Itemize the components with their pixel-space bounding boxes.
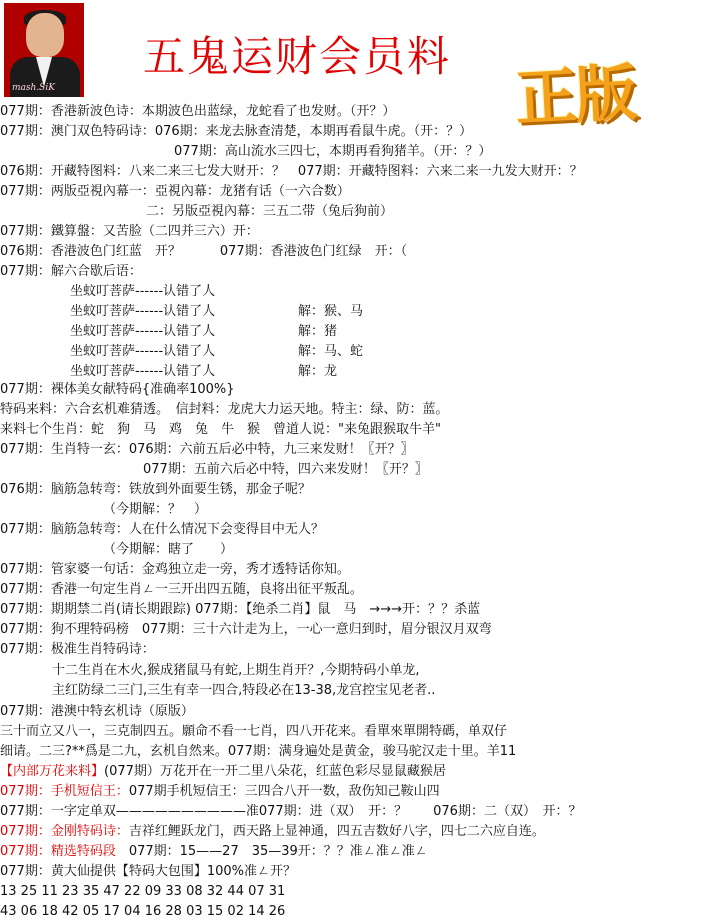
line-text: 解：猪	[298, 324, 338, 339]
text-line	[174, 142, 491, 162]
text-line	[143, 460, 428, 480]
number-row	[0, 902, 285, 922]
line-text: 077期：香港新波色诗：本期波色出蓝绿，龙蛇看了也发财。（开？）	[0, 104, 396, 119]
line-text: 坐蚊叮菩萨------认错了人	[70, 324, 216, 339]
text-line	[103, 500, 207, 520]
line-text: 076期：开藏特图料：八来二来三七发大财开：？ 077期：开藏特图料：六来二来一九发大财开：？	[0, 164, 583, 179]
line-text: 077期：生肖特一玄：076期：六前五后必中特，九三来发财！〖开？〗	[0, 442, 414, 457]
line-text: 077期：狗不理特码榜 077期：三十六计走为上，一心一意归到时，眉分银汉月双弯	[0, 622, 492, 637]
red-label: 077期：精选特码段	[0, 844, 116, 859]
line-text: 077期：期期禁二肖(请长期跟踪) 077期：【绝杀二肖】鼠 马 →→→开：？？杀蓝	[0, 602, 481, 617]
line-text: 解：猴、马	[298, 304, 364, 319]
text-line	[0, 742, 516, 762]
line-text: 坐蚊叮菩萨------认错了人	[70, 364, 216, 379]
text-line	[70, 302, 215, 322]
line-text: 细请。二三?**爲是二九，玄机自然来。077期：满身遍处是黄金，骏马驼汉走十里。羊11	[0, 744, 517, 759]
text-line	[52, 661, 420, 681]
line-text: 坐蚊叮菩萨------认错了人	[70, 284, 216, 299]
line-text: 077期：五前六后必中特，四六来发财！〖开？〗	[143, 462, 428, 477]
red-label: 077期：金刚特码诗：	[0, 824, 129, 839]
text-line	[0, 222, 259, 242]
text-line	[0, 560, 350, 580]
text-line	[70, 322, 215, 342]
line-text: 077期：两版亞視內幕一：亞視內幕：龙猪有话（一六合数）	[0, 184, 350, 199]
line-text: 076期：香港波色门红蓝 开？ 077期：香港波色门红绿 开：（	[0, 244, 408, 259]
number-row	[0, 882, 285, 902]
line-text: 077期手机短信王：三四合八开一数，敌伤知己鞍山四	[128, 784, 440, 799]
text-line-answer	[298, 322, 337, 342]
line-text: 来料七个生肖：蛇 狗 马 鸡 兔 牛 猴 曾道人说："来兔跟猴取牛羊"	[0, 422, 441, 437]
text-line	[0, 262, 142, 282]
text-line	[0, 702, 194, 722]
text-line	[0, 182, 350, 202]
text-line	[0, 600, 480, 620]
text-line-answer	[298, 342, 363, 362]
line-text: 二：另版亞視內幕：三五二带（兔后狗前）	[146, 204, 394, 219]
line-text: 解：龙	[298, 364, 338, 379]
text-line	[0, 620, 492, 640]
text-line	[0, 400, 449, 420]
authentic-stamp: 正版	[513, 55, 638, 136]
profile-photo	[4, 3, 84, 97]
line-text: 43 06 18 42 05 17 04 16 28 03 15 02 14 26	[0, 904, 286, 919]
line-text: 077期：解六合歇后语：	[0, 264, 142, 279]
text-line	[0, 520, 324, 540]
red-label: 077期：手机短信王：	[0, 784, 129, 799]
text-line	[0, 822, 545, 842]
line-text: 076期：脑筋急转弯：铁放到外面要生锈，那金子呢？	[0, 482, 311, 497]
line-text: 077期：澳门双色特码诗：076期：来龙去脉查清楚，本期再看鼠牛虎。（开：？）	[0, 124, 473, 139]
line-text: 特码来料：六合玄机难猜透。 信封料：龙虎大力运天地。特主：绿、防：蓝。	[0, 402, 449, 417]
text-line	[0, 802, 581, 822]
text-line	[70, 362, 215, 382]
line-text: 主红防绿二三门,三生有幸一四合,特段必在13-38,龙宫控宝见老者..	[52, 683, 436, 698]
text-line	[70, 282, 215, 302]
text-line	[52, 681, 435, 701]
text-line-answer	[298, 302, 363, 322]
line-text: 077期：15——27 35—39开：？？准ㄥ准ㄥ准ㄥ	[115, 844, 428, 859]
text-line	[0, 480, 311, 500]
line-text: 077期：香港一句定生肖ㄥ一三开出四五随，良将出征平叛乱。	[0, 582, 363, 597]
text-line	[0, 242, 407, 262]
text-line	[103, 540, 233, 560]
line-text: （今期解：瞎了 ）	[103, 542, 234, 557]
text-line	[0, 580, 363, 600]
photo-face	[26, 13, 64, 57]
line-text: 三十而立又八一，三克制四五。願命不看一七肖，四八开花来。看單來單開特碼，单双仔	[0, 724, 508, 739]
photo-caption: mash.SiK	[12, 83, 55, 93]
text-line	[0, 162, 583, 182]
line-text: 077期：管家婆一句话：金鸡独立走一旁，秀才透特话你知。	[0, 562, 350, 577]
line-text: 吉祥红鲤跃龙门，西天路上显神通，四五吉数好八字，四七二六应自连。	[128, 824, 545, 839]
text-line	[70, 342, 215, 362]
line-text: 13 25 11 23 35 47 22 09 33 08 32 44 07 31	[0, 884, 286, 899]
line-text: 077期：黄大仙提供【特码大包围】100%准ㄥ开？	[0, 864, 296, 879]
text-line-answer	[298, 362, 337, 382]
line-text: （今期解：？ ）	[103, 502, 208, 517]
line-text: 077期：脑筋急转弯：人在什么情况下会变得目中无人？	[0, 522, 324, 537]
text-line	[0, 440, 414, 460]
red-label: 【内部万花来料】	[0, 764, 105, 779]
text-line	[0, 122, 472, 142]
line-text: 坐蚊叮菩萨------认错了人	[70, 344, 216, 359]
text-line	[0, 862, 296, 882]
line-text: 十二生肖在木火,猴成猪鼠马有蛇,上期生肖开？,今期特码小单龙,	[52, 663, 420, 678]
line-text: 077期：极准生肖特码诗：	[0, 642, 155, 657]
text-line	[0, 102, 395, 122]
line-text: 解：马、蛇	[298, 344, 364, 359]
text-line	[146, 202, 393, 222]
line-text: 077期：裸体美女献特码{准确率100%}	[0, 382, 235, 397]
text-line	[0, 762, 446, 782]
text-line	[0, 722, 507, 742]
text-line	[0, 380, 235, 400]
text-line	[0, 420, 441, 440]
line-text: 077期：鐵算盤：又苦脸（二四并三六）开：	[0, 224, 259, 239]
line-text: 077期：港澳中特玄机诗（原版）	[0, 704, 194, 719]
line-text: 坐蚊叮菩萨------认错了人	[70, 304, 216, 319]
line-text: (077期）万花开在一开二里八朵花，红蓝色彩尽显鼠藏猴居	[104, 764, 446, 779]
text-line	[0, 640, 155, 660]
text-line	[0, 782, 440, 802]
line-text: 077期：一字定单双——————————准077期：进（双） 开：？ 076期：二（双） 开：？	[0, 804, 582, 819]
page-title: 五鬼运财会员料	[143, 32, 452, 81]
text-line	[0, 842, 428, 862]
line-text: 077期：高山流水三四七，本期再看狗猪羊。（开：？）	[174, 144, 492, 159]
